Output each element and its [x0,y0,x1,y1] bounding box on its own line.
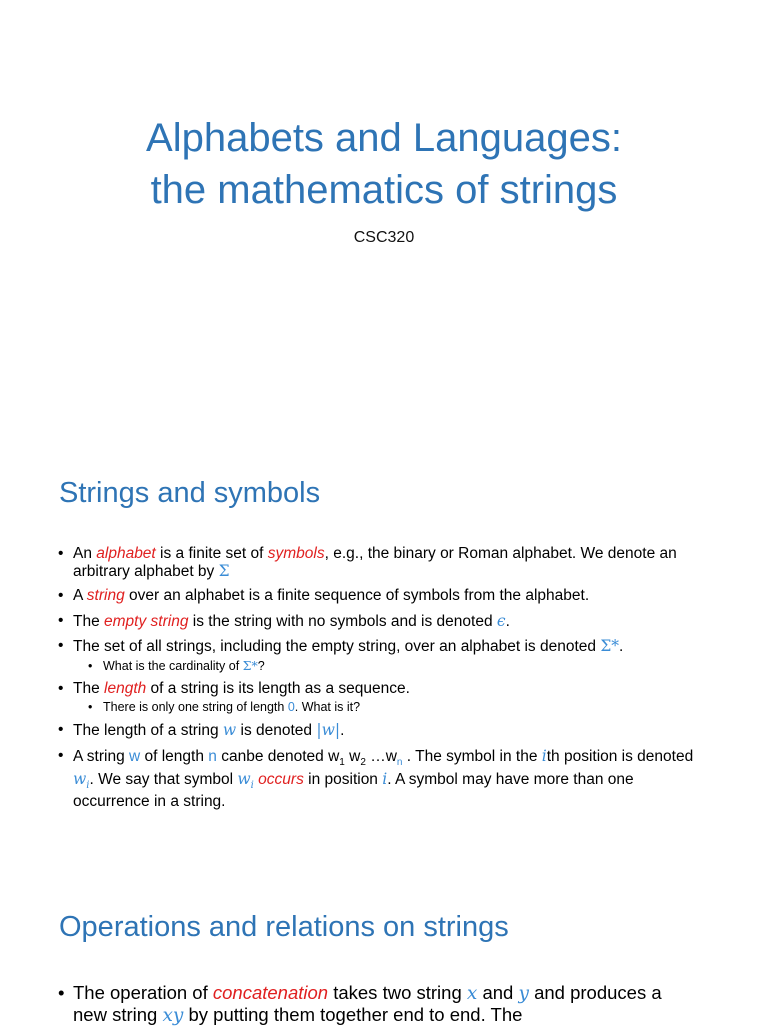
strings-and-symbols-slide [0,432,768,864]
sub-bullet-length-zero: • There is only one string of length 0. What is it? [88,700,708,714]
bullet-string-notation: • A string w of length n canbe denoted $w_1$ $w_2$ $\dots w_n$ . The symbol in the ith position is denoted $w_i$. We say that symbol $w_i$ occurs in position i. A symbol may have more than one occurrence in a string. [58,748,708,810]
epsilon-symbol: ϵ [496,611,506,630]
term-string: string [86,587,125,604]
bullet-length-notation: • The length of a string w is denoted |w|. [58,722,708,740]
term-concatenation: concatenation [212,982,329,1003]
slide-heading: Operations and relations on strings [59,911,509,943]
bullet-list [58,982,698,1026]
title-slide [0,0,768,432]
sub-bullet-list [73,659,708,673]
operations-slide [0,864,768,1024]
course-code: CSC320 [353,229,415,246]
bullet-empty-string: • The empty string is the string with no symbols and is denoted ϵ. [58,613,708,631]
bullet-all-strings: • The set of all strings, including the empty string, over an alphabet is denoted Σ*. • What is the cardinality of Σ*? [58,638,708,673]
term-occurs: occurs [253,770,304,788]
bullet-string: • A string over an alphabet is a finite sequence of symbols from the alphabet. [58,588,708,605]
bullet-length: • The length of a string is its length as a sequence. • There is only one string of length 0. What is it? [58,681,708,715]
title-line-2: the mathematics of strings [150,168,618,212]
bullet-list [58,546,708,818]
sigma-star-symbol: Σ* [600,637,620,655]
term-empty-string: empty string [104,612,189,630]
slide-title [0,112,768,216]
sub-bullet-cardinality: • What is the cardinality of Σ*? [88,659,708,673]
term-length: length [104,679,147,697]
title-line-1: Alphabets and Languages: [146,116,622,160]
sub-bullet-list [73,700,708,714]
bullet-alphabet: • An alphabet is a finite set of symbols, e.g., the binary or Roman alphabet. We denote an arbitrary alphabet by Σ [58,546,708,580]
slide-heading: Strings and symbols [59,477,321,509]
term-alphabet: alphabet [96,545,156,562]
sigma-symbol: Σ [218,561,230,580]
bullet-concatenation: • The operation of concatenation takes two string x and y and produces a new string xy by putting them together end to end. The [58,982,698,1026]
term-symbols: symbols [267,545,325,562]
